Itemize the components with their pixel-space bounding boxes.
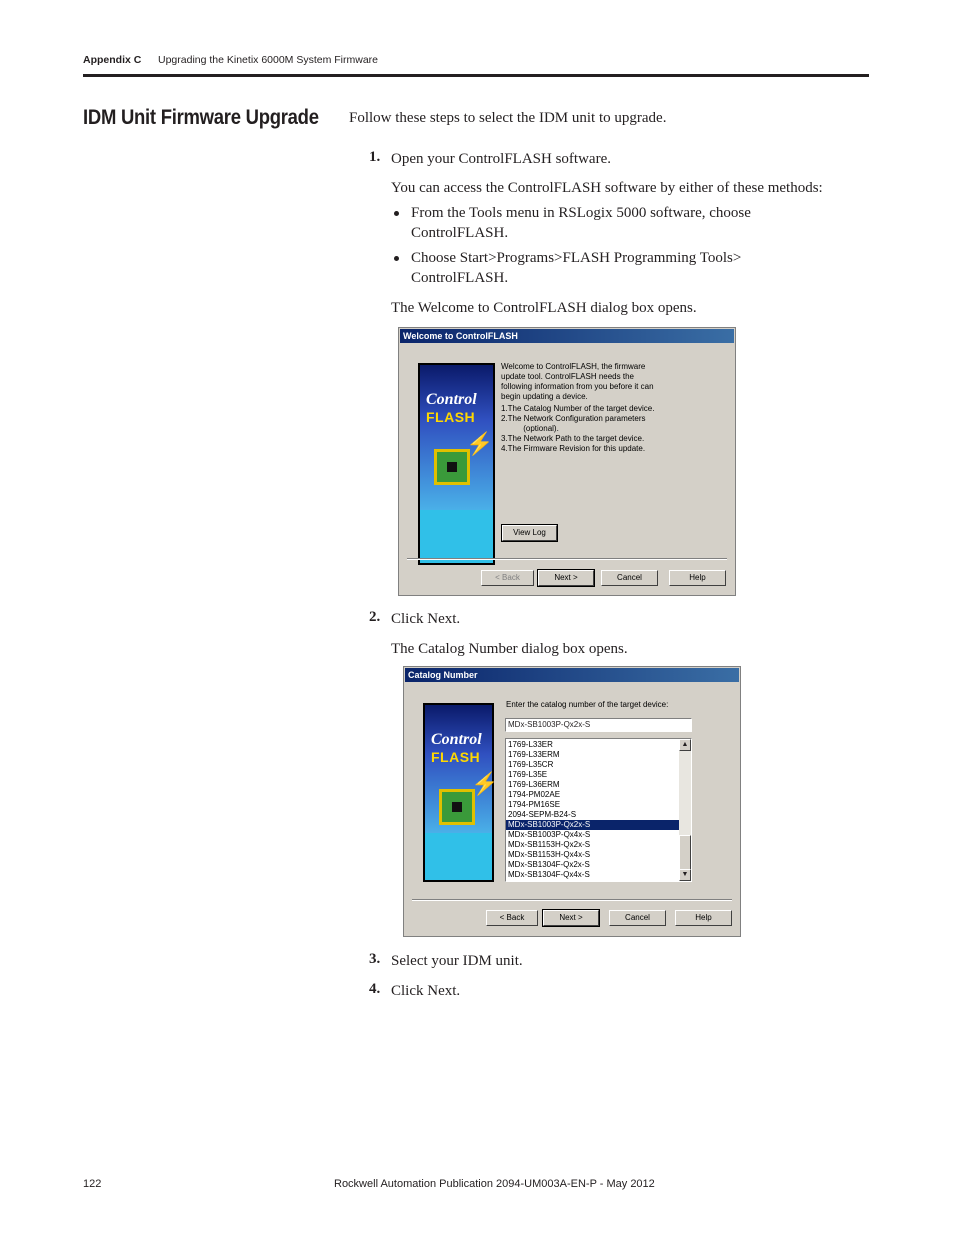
next-button[interactable]: Next >	[538, 570, 594, 586]
catalog-opens-text: The Catalog Number dialog box opens.	[391, 641, 628, 657]
intro-text: Follow these steps to select the IDM unit to upgrade.	[349, 110, 667, 126]
back-button[interactable]: < Back	[481, 570, 534, 586]
welcome-line: update tool. ControlFLASH needs the	[501, 372, 634, 381]
bullet-text: Choose Start>Programs>FLASH Programming Tools>	[411, 250, 742, 266]
dialog-separator	[407, 558, 727, 560]
catalog-number-input[interactable]: MDx-SB1003P-Qx2x-S	[505, 718, 692, 732]
step-text: Click Next.	[391, 611, 461, 627]
bullet-dot	[394, 256, 399, 261]
list-item[interactable]: 1794-PM02AE	[508, 790, 561, 799]
list-item[interactable]: MDx-SB1003P-Qx4x-S	[508, 830, 591, 839]
step-text: Select your IDM unit.	[391, 953, 523, 969]
step-number: 2.	[369, 609, 381, 625]
step-text: Open your ControlFLASH software.	[391, 151, 611, 167]
logo-flash-text: FLASH	[426, 409, 476, 425]
publication-info: Rockwell Automation Publication 2094-UM003A-EN-P - May 2012	[334, 1178, 655, 1190]
scroll-down-arrow-icon[interactable]: ▼	[679, 869, 691, 881]
logo-control-text: Control	[431, 731, 482, 748]
section-title: IDM Unit Firmware Upgrade	[83, 106, 319, 129]
list-item[interactable]: 1769-L35CR	[508, 760, 554, 769]
welcome-line: 1.The Catalog Number of the target device.	[501, 404, 655, 413]
list-item[interactable]: 1769-L33ER	[508, 740, 553, 749]
welcome-dialog	[398, 327, 736, 596]
list-item[interactable]: 1794-PM16SE	[508, 800, 561, 809]
cancel-button[interactable]: Cancel	[601, 570, 658, 586]
access-text: You can access the ControlFLASH software by either of these methods:	[391, 180, 823, 196]
controlflash-logo	[423, 703, 499, 882]
bullet-text: From the Tools menu in RSLogix 5000 software, choose	[411, 205, 751, 221]
back-button[interactable]: < Back	[486, 910, 538, 926]
step-number: 4.	[369, 981, 381, 997]
list-item[interactable]: 1769-L36ERM	[508, 780, 560, 789]
header-rule	[83, 74, 869, 77]
chip-icon	[434, 449, 470, 485]
dialog-title-bar: Welcome to ControlFLASH	[400, 329, 734, 343]
list-item[interactable]: MDx-SB1003P-Qx2x-S	[506, 820, 679, 830]
lightning-icon: ⚡	[466, 431, 494, 456]
step-number: 3.	[369, 951, 381, 967]
step-text: Click Next.	[391, 983, 461, 999]
list-item[interactable]: 1769-L35E	[508, 770, 548, 779]
list-item[interactable]: 2094-SEPM-B24-S	[508, 810, 577, 819]
bullet-text: ControlFLASH.	[411, 225, 509, 241]
lightning-icon: ⚡	[471, 771, 499, 796]
logo-control-text: Control	[426, 391, 477, 408]
list-item[interactable]: 1769-L33ERM	[508, 750, 560, 759]
welcome-line: 3.The Network Path to the target device.	[501, 434, 645, 443]
cancel-button[interactable]: Cancel	[609, 910, 666, 926]
dialog-separator	[412, 899, 732, 901]
welcome-line: 4.The Firmware Revision for this update.	[501, 444, 646, 453]
catalog-list[interactable]	[505, 738, 692, 882]
catalog-dialog	[403, 666, 741, 937]
bullet-text: ControlFLASH.	[411, 270, 509, 286]
scroll-thumb[interactable]	[679, 835, 691, 871]
chip-icon	[439, 789, 475, 825]
welcome-line: following information from you before it can	[501, 382, 654, 391]
welcome-line: (optional).	[501, 424, 559, 433]
welcome-line: Welcome to ControlFLASH, the firmware	[501, 362, 646, 371]
welcome-opens-text: The Welcome to ControlFLASH dialog box opens.	[391, 300, 697, 316]
page-number: 122	[83, 1178, 102, 1190]
appendix-label: Appendix C	[83, 54, 142, 66]
chapter-title: Upgrading the Kinetix 6000M System Firmware	[158, 54, 379, 66]
list-item[interactable]: MDx-SB1153H-Qx2x-S	[508, 840, 591, 849]
list-item[interactable]: MDx-SB1304F-Qx4x-S	[508, 870, 590, 879]
running-header	[83, 54, 379, 66]
help-button[interactable]: Help	[675, 910, 732, 926]
list-scrollbar[interactable]	[679, 739, 691, 881]
next-button[interactable]: Next >	[543, 910, 599, 926]
welcome-line: 2.The Network Configuration parameters	[501, 414, 646, 423]
logo-flash-text: FLASH	[431, 749, 481, 765]
dialog-title-bar: Catalog Number	[405, 668, 739, 682]
help-button[interactable]: Help	[669, 570, 726, 586]
view-log-button[interactable]: View Log	[502, 525, 557, 541]
list-item[interactable]: MDx-SB1153H-Qx4x-S	[508, 850, 591, 859]
catalog-prompt: Enter the catalog number of the target device:	[506, 700, 669, 709]
step-number: 1.	[369, 149, 381, 165]
bullet-dot	[394, 211, 399, 216]
controlflash-logo	[418, 363, 495, 565]
list-item[interactable]: MDx-SB1304F-Qx2x-S	[508, 860, 590, 869]
welcome-line: begin updating a device.	[501, 392, 588, 401]
scroll-up-arrow-icon[interactable]: ▲	[679, 739, 691, 751]
